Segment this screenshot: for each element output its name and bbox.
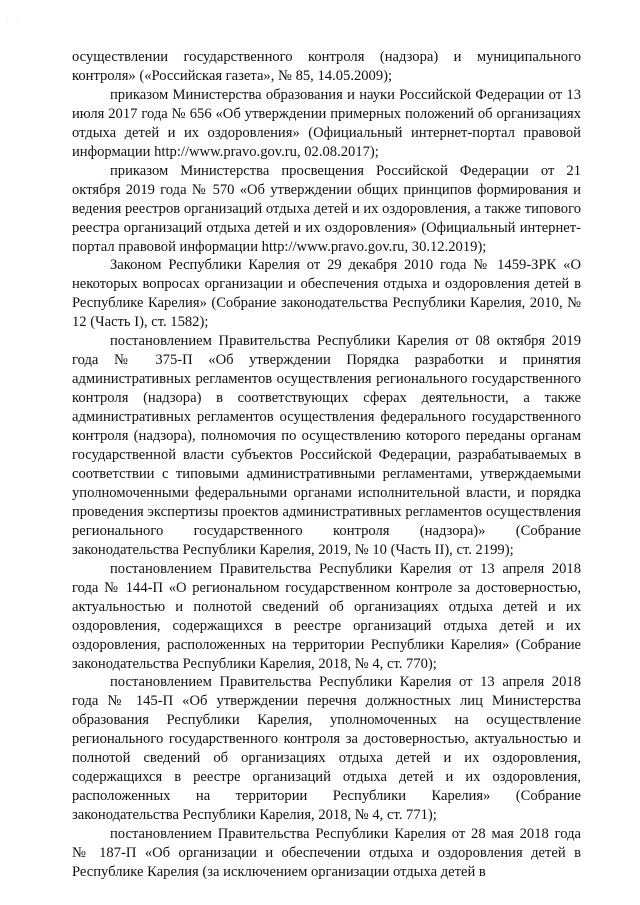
scan-corner-mark: · · — [6, 16, 22, 24]
paragraph-law-1459: Законом Республики Карелия от 29 декабря 2010 года № 1459-ЗРК «О некоторых вопросах организации и обеспечения отдыха и оздоровления детей в Республике Карелия» (Собрание законодательства Республики Карелия, 2010, № 12 (Часть I), ст. 1582); — [72, 257, 581, 331]
paragraph-resolution-375: постановлением Правительства Республики Карелия от 08 октября 2019 года № 375-П «Об утверждении Порядка разработки и принятия административных регламентов осуществления регионального государственного контроля (надзора) в соответствующих сферах деятельности, а также административных регламентов осуществления федерального государственного контроля (надзора), полномочия по осуществлению которого переданы органам государственной власти субъектов Российской Федерации, разрабатываемых в соответствии с типовыми административными регламентами, утверждаемыми уполномоченными федеральными органами исполнительной власти, и порядка проведения экспертизы проектов административных регламентов осуществления регионального государственного контроля (надзора)» (Собрание законодательства Республики Карелия, 2019, № 10 (Часть II), ст. 2199); — [72, 333, 581, 558]
paragraph-continuation: осуществлении государственного контроля (надзора) и муниципального контроля» («Российская газета», № 85, 14.05.2009); — [72, 49, 581, 84]
paragraph-resolution-187: постановлением Правительства Республики Карелия от 28 мая 2018 года № 187-П «Об организации и обеспечении отдыха и оздоровления детей в Республике Карелия (за исключением организации отдыха детей в — [72, 826, 581, 880]
paragraph-order-656: приказом Министерства образования и науки Российской Федерации от 13 июля 2017 года № 656 «Об утверждении примерных положений об организациях отдыха детей и их оздоровления» (Официальный интернет-портал правовой информации http://www.pravo.gov.ru, 02.08.2017); — [72, 86, 581, 160]
legal-text-body — [72, 48, 581, 882]
paragraph-order-570: приказом Министерства просвещения Российской Федерации от 21 октября 2019 года № 570 «Об утверждении общих принципов формирования и ведения реестров организаций отдыха детей и их оздоровления, а также типового реестра организаций отдыха детей и их оздоровления» (Официальный интернет-портал правовой информации http://www.pravo.gov.ru, 30.12.2019); — [72, 162, 581, 255]
paragraph-resolution-144: постановлением Правительства Республики Карелия от 13 апреля 2018 года № 144-П «О региональном государственном контроле за достоверностью, актуальностью и полнотой сведений об организациях отдыха детей и их оздоровления, содержащихся в реестре организаций отдыха детей и их оздоровления, расположенных на территории Республики Карелия» (Собрание законодательства Республики Карелия, 2018, № 4, ст. 770); — [72, 560, 581, 672]
paragraph-resolution-145: постановлением Правительства Республики Карелия от 13 апреля 2018 года № 145-П «Об утверждении перечня должностных лиц Министерства образования Республики Карелия, уполномоченных на осуществление регионального государственного контроля за достоверностью, актуальностью и полнотой сведений об организациях отдыха детей и их оздоровления, содержащихся в реестре организаций отдыха детей и их оздоровления, расположенных на территории Республики Карелия» (Собрание законодательства Республики Карелия, 2018, № 4, ст. 771); — [72, 674, 581, 824]
